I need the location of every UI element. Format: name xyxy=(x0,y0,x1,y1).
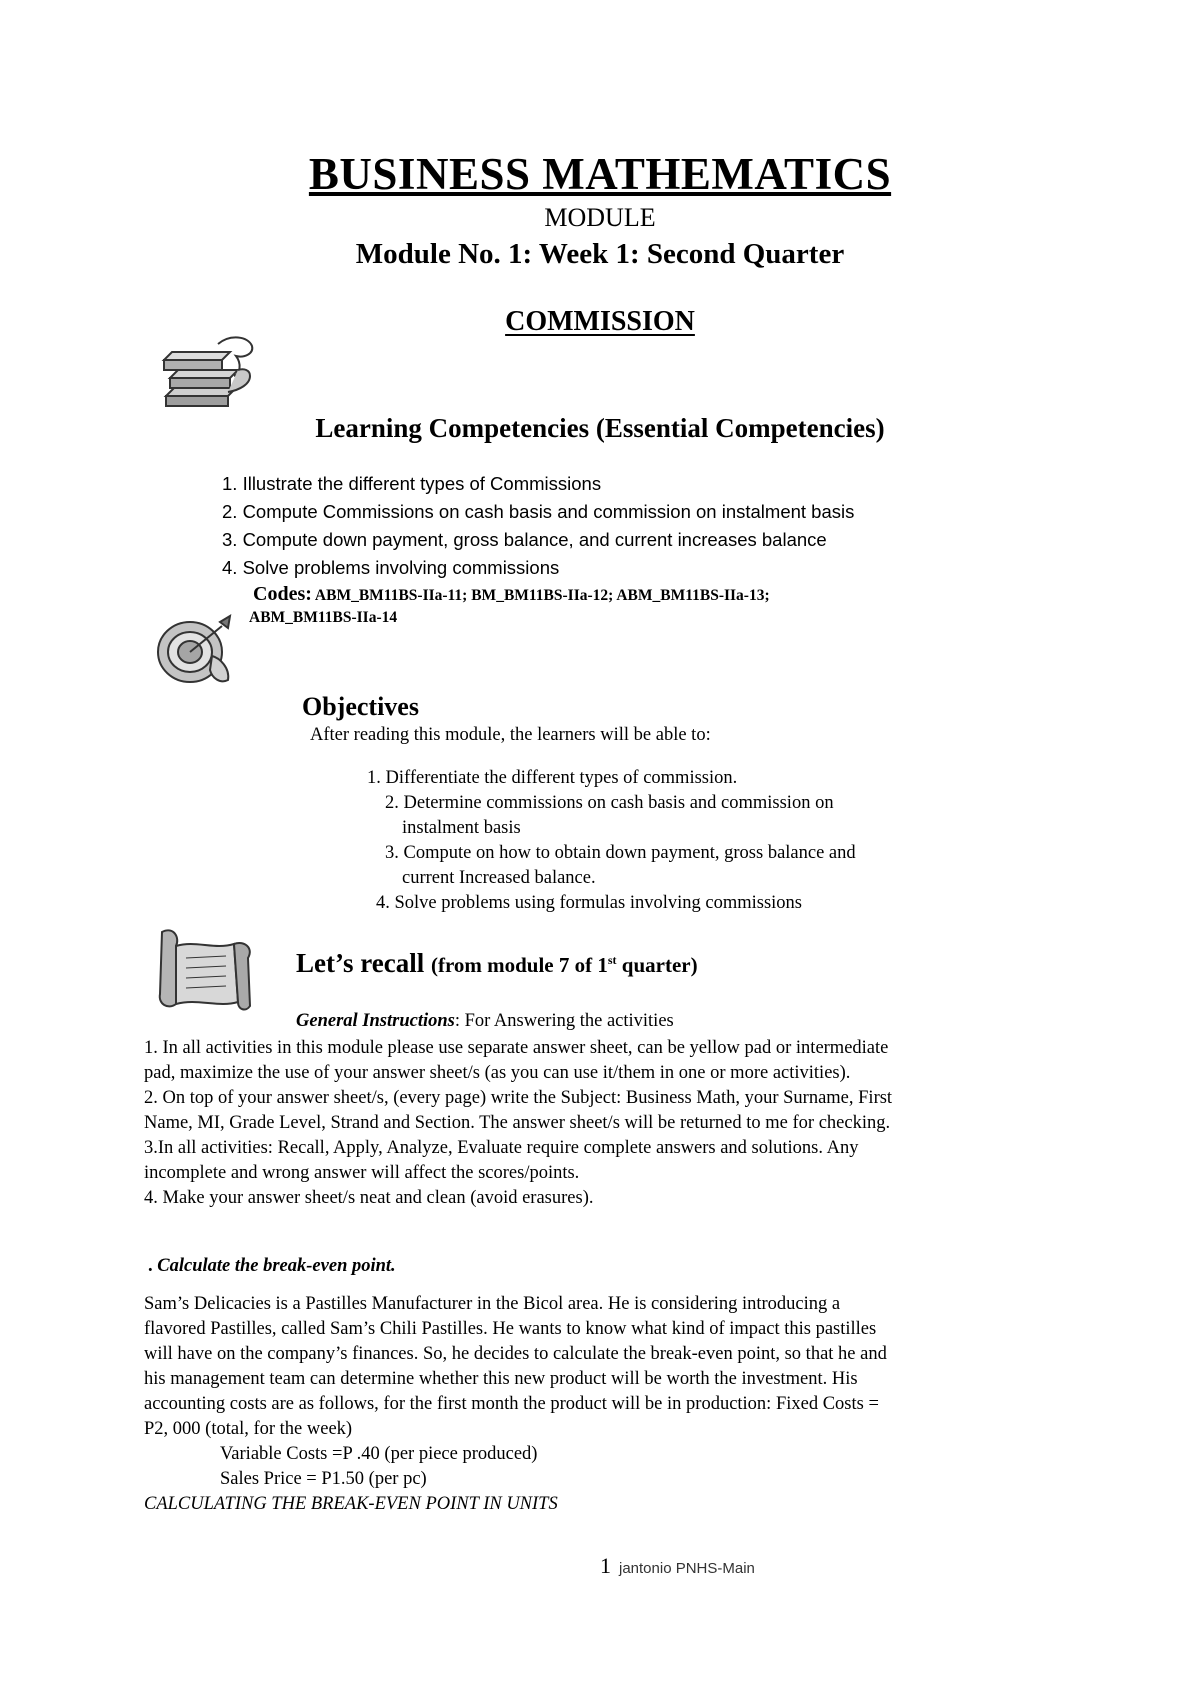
module-number: Module No. 1: Week 1: Second Quarter xyxy=(355,238,845,270)
objectives-intro: After reading this module, the learners will be able to: xyxy=(310,725,711,745)
recall-title: Let’s recall xyxy=(296,948,425,978)
books-icon xyxy=(158,330,258,410)
instructions-label: General Instructions xyxy=(296,1011,455,1031)
objective-item: 3. Compute on how to obtain down payment, gross balance and xyxy=(385,843,856,863)
objective-item: 1. Differentiate the different types of commission. xyxy=(367,768,738,788)
instruction-line: pad, maximize the use of your answer sheet/s (as you can use it/them in one or more activities). xyxy=(144,1063,851,1083)
codes-line-1: ABM_BM11BS-IIa-11; BM_BM11BS-IIa-12; ABM_BM11BS-IIa-13; xyxy=(314,587,770,604)
competency-item: 4. Solve problems involving commissions xyxy=(222,557,560,578)
competency-item: 3. Compute down payment, gross balance, and current increases balance xyxy=(222,529,827,550)
document-subtitle: MODULE xyxy=(544,203,656,232)
page-number: 1 xyxy=(600,1553,611,1578)
sales-price: Sales Price = P1.50 (per pc) xyxy=(220,1469,427,1489)
problem-line: flavored Pastilles, called Sam’s Chili Pastilles. He wants to know what kind of impact this pastilles xyxy=(144,1319,877,1339)
problem-line: his management team can determine whether this new product will be worth the investment. His xyxy=(144,1369,858,1389)
document-title: BUSINESS MATHEMATICS xyxy=(308,149,892,199)
recall-subtitle: (from module 7 of 1st quarter) xyxy=(430,953,698,977)
instruction-line: Name, MI, Grade Level, Strand and Section. The answer sheet/s will be returned to me for checking. xyxy=(144,1113,891,1133)
instruction-line: 3.In all activities: Recall, Apply, Analyze, Evaluate require complete answers and solutions. Any xyxy=(144,1138,859,1158)
instruction-line: incomplete and wrong answer will affect the scores/points. xyxy=(144,1163,580,1183)
objective-item: 2. Determine commissions on cash basis and commission on xyxy=(385,793,834,813)
problem-line: Sam’s Delicacies is a Pastilles Manufacturer in the Bicol area. He is considering introducing a xyxy=(144,1294,841,1314)
instruction-line: 4. Make your answer sheet/s neat and clean (avoid erasures). xyxy=(144,1188,594,1208)
variable-costs: Variable Costs =P .40 (per piece produced) xyxy=(220,1444,538,1464)
page-footer xyxy=(600,1553,755,1579)
objective-item-continued: current Increased balance. xyxy=(402,868,596,888)
problem-heading: . Calculate the break-even point. xyxy=(148,1256,396,1276)
footer-author: jantonio PNHS-Main xyxy=(619,1560,755,1577)
objective-item-continued: instalment basis xyxy=(402,818,521,838)
recall-heading xyxy=(296,948,698,979)
problem-line: accounting costs are as follows, for the first month the product will be in production: Fixed Costs = xyxy=(144,1394,879,1414)
codes-label: Codes: xyxy=(253,583,312,605)
competency-item: 2. Compute Commissions on cash basis and commission on instalment basis xyxy=(222,501,855,522)
instructions-body xyxy=(144,1036,1064,1211)
topic-heading: COMMISSION xyxy=(505,306,695,337)
problem-body xyxy=(144,1292,1064,1517)
competency-codes xyxy=(249,583,770,629)
target-icon xyxy=(150,608,242,690)
calc-heading: CALCULATING THE BREAK-EVEN POINT IN UNITS xyxy=(144,1494,558,1514)
objective-item: 4. Solve problems using formulas involving commissions xyxy=(376,893,803,913)
instructions-label-suffix: : For Answering the activities xyxy=(454,1011,674,1031)
instructions-heading xyxy=(296,1011,674,1032)
competencies-heading: Learning Competencies (Essential Competencies) xyxy=(315,413,885,443)
problem-title: Calculate the break-even point. xyxy=(157,1256,396,1276)
instruction-line: 2. On top of your answer sheet/s, (every page) write the Subject: Business Math, your Surname, First xyxy=(144,1088,893,1108)
objectives-heading: Objectives xyxy=(302,692,419,721)
competencies-list xyxy=(222,470,854,582)
problem-line: will have on the company’s finances. So, he decides to calculate the break-even point, so that he and xyxy=(144,1344,887,1364)
instruction-line: 1. In all activities in this module please use separate answer sheet, can be yellow pad or intermediate xyxy=(144,1038,889,1058)
problem-line: P2, 000 (total, for the week) xyxy=(144,1419,353,1439)
scroll-icon xyxy=(150,924,260,1014)
competency-item: 1. Illustrate the different types of Commissions xyxy=(222,473,602,494)
codes-line-2: ABM_BM11BS-IIa-14 xyxy=(249,609,398,626)
